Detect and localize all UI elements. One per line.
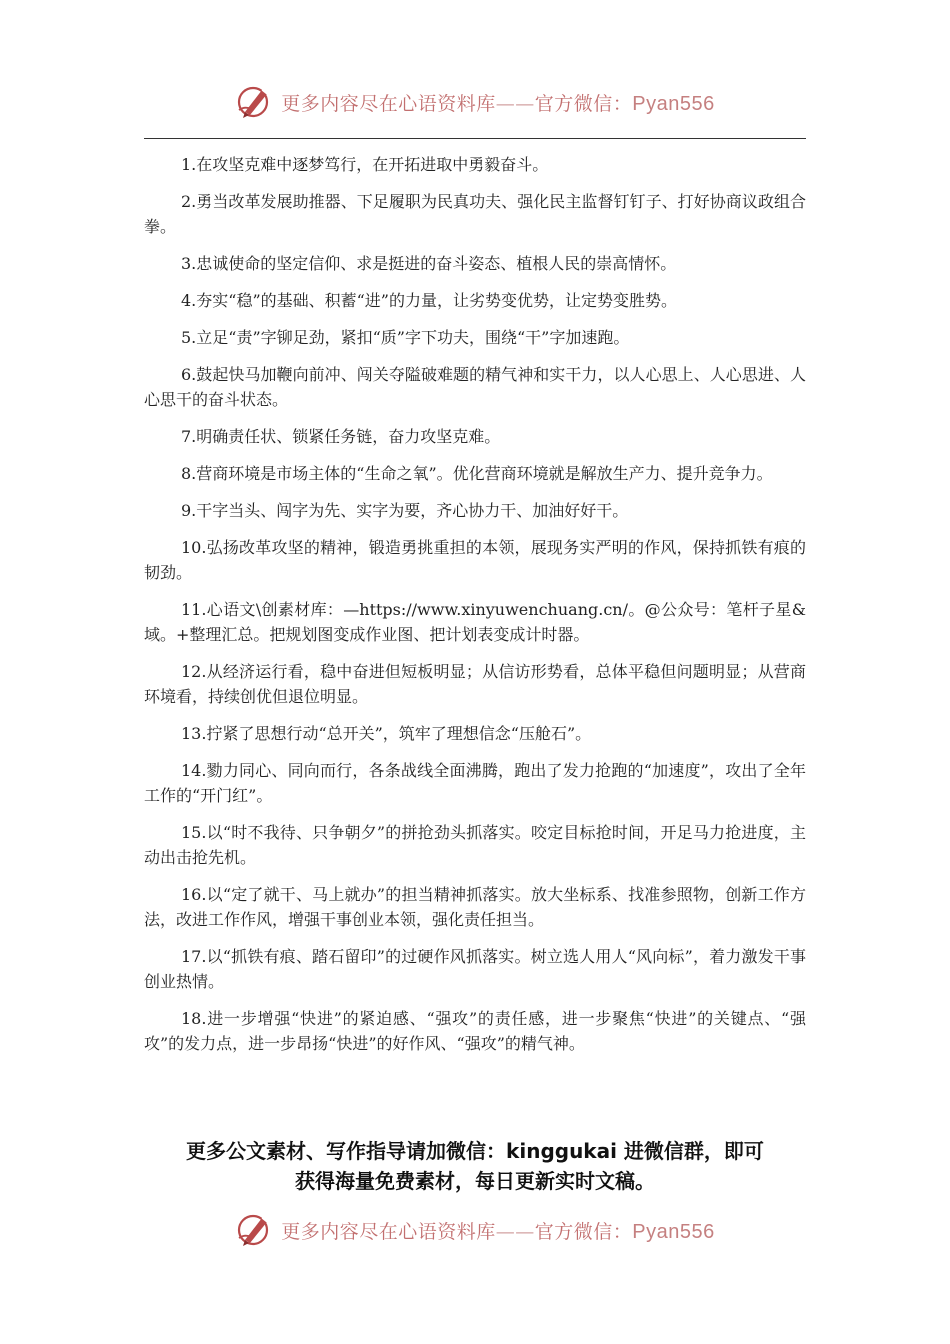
list-item: 13.拧紧了思想行动“总开关”，筑牢了理想信念“压舱石”。: [181, 724, 592, 743]
list-item: 14.勠力同心、同向而行，各条战线全面沸腾，跑出了发力抢跑的“加速度”，攻出了全年工作的“开门红”。: [144, 761, 806, 805]
banner-text: [281, 1217, 715, 1244]
list-item: 8.营商环境是市场主体的“生命之氧”。优化营商环境就是解放生产力、提升竞争力。: [181, 464, 773, 483]
list-item: 11.心语文\创素材库：—https://www.xinyuwenchuang.cn/。@公众号：笔杆子星&域。+整理汇总。把规划图变成作业图、把计划表变成计时器。: [144, 600, 806, 644]
list-item: 9.干字当头、闯字为先、实字为要，齐心协力干、加油好好干。: [181, 501, 629, 520]
footer-note-line1: 更多公文素材、写作指导请加微信：kinggukai 进微信群，即可: [186, 1139, 764, 1163]
list-item: 10.弘扬改革攻坚的精神，锻造勇挑重担的本领，展现务实严明的作风，保持抓铁有痕的韧劲。: [144, 538, 806, 582]
banner-wechat-id: Pyan556: [632, 92, 715, 115]
list-item: 1.在攻坚克难中逐梦笃行，在开拓进取中勇毅奋斗。: [181, 155, 549, 174]
item-list: [144, 152, 806, 1068]
banner-text: [281, 89, 715, 116]
list-item: 4.夯实“稳”的基础、积蓄“进”的力量，让劣势变优势，让定势变胜势。: [181, 291, 677, 310]
banner-site: 更多内容尽在心语资料库: [281, 92, 496, 115]
banner-wechat-label: 官方微信：: [534, 1220, 633, 1243]
pen-logo-icon: [235, 1210, 275, 1250]
footer-banner: [0, 1208, 950, 1252]
list-item: 12.从经济运行看，稳中奋进但短板明显；从信访形势看，总体平稳但问题明显；从营商环境看，持续创优但退位明显。: [144, 662, 806, 706]
banner-site: 更多内容尽在心语资料库: [281, 1220, 496, 1243]
list-item: 6.鼓起快马加鞭向前冲、闯关夺隘破难题的精气神和实干力，以人心思上、人心思进、人心思干的奋斗状态。: [144, 365, 806, 409]
list-item: 3.忠诚使命的坚定信仰、求是挺进的奋斗姿态、植根人民的崇高情怀。: [181, 254, 677, 273]
footer-note: [130, 1136, 820, 1196]
list-item: 5.立足“责”字铆足劲，紧扣“质”字下功夫，围绕“干”字加速跑。: [181, 328, 630, 347]
banner-wechat-id: Pyan556: [632, 1220, 715, 1243]
list-item: 15.以“时不我待、只争朝夕”的拼抢劲头抓落实。咬定目标抢时间，开足马力抢进度，主动出击抢先机。: [144, 823, 806, 867]
banner-wechat-label: 官方微信：: [534, 92, 633, 115]
list-item: 18.进一步增强“快进”的紧迫感、“强攻”的责任感，进一步聚焦“快进”的关键点、“强攻”的发力点，进一步昂扬“快进”的好作风、“强攻”的精气神。: [144, 1009, 806, 1053]
header-banner: [0, 80, 950, 124]
pen-logo-icon: [235, 82, 275, 122]
list-item: 2.勇当改革发展助推器、下足履职为民真功夫、强化民主监督钉钉子、打好协商议政组合拳。: [144, 192, 806, 236]
banner-dash: ——: [495, 92, 535, 115]
list-item: 17.以“抓铁有痕、踏石留印”的过硬作风抓落实。树立选人用人“风向标”，着力激发干事创业热情。: [144, 947, 806, 991]
list-item: 7.明确责任状、锁紧任务链，奋力攻坚克难。: [181, 427, 501, 446]
banner-dash: ——: [495, 1220, 535, 1243]
list-item: 16.以“定了就干、马上就办”的担当精神抓落实。放大坐标系、找准参照物，创新工作方法，改进工作作风，增强干事创业本领，强化责任担当。: [144, 885, 806, 929]
header-rule: [144, 138, 806, 139]
footer-note-line2: 获得海量免费素材，每日更新实时文稿。: [295, 1169, 655, 1193]
